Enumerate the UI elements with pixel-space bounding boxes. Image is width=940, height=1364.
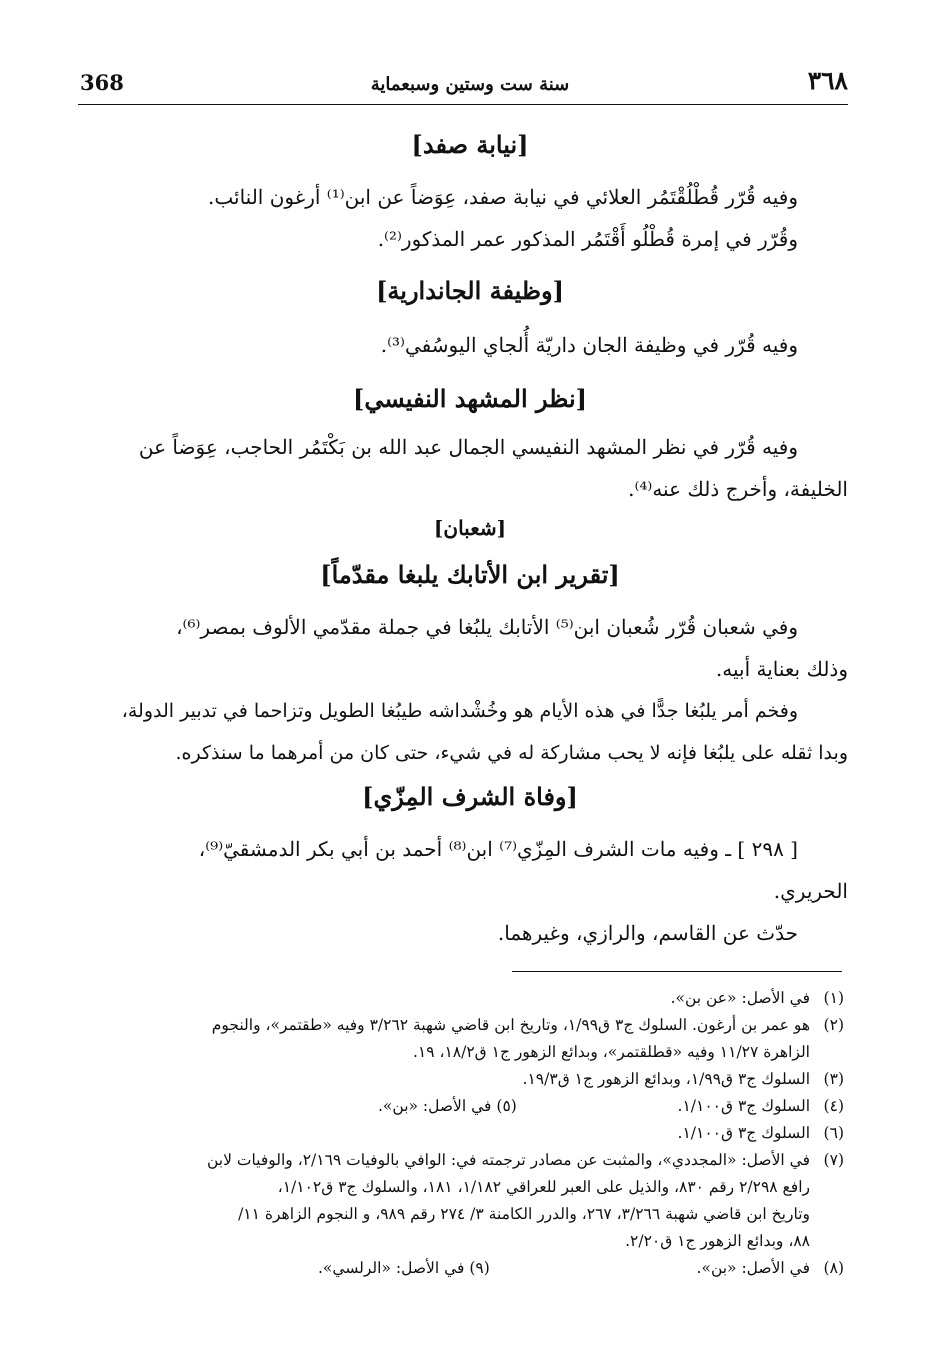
text-line: وفيه قُرّر في وظيفة الجان داريّة أُلجاي اليوسُفي⁽³⁾. xyxy=(380,333,798,357)
side-footnote: (٥) في الأصل: «بن». xyxy=(378,1097,517,1115)
footnote xyxy=(78,1147,844,1174)
footnotes xyxy=(78,985,844,1282)
footnote-text: السلوك ج٣ ق١/١٠٠. xyxy=(677,1124,810,1142)
footnote-number: (٣) xyxy=(823,1070,844,1088)
text-line: وفيه قُرّر في نظر المشهد النفيسي الجمال عبد الله بن بَكْتَمُر الحاجب، عِوَضاً عن xyxy=(138,435,798,459)
text-line: الخليفة، وأخرج ذلك عنه⁽⁴⁾. xyxy=(628,477,848,501)
paragraph xyxy=(78,176,848,260)
text-line: وفخم أمر يلبُغا جدًّا في هذه الأيام هو وخُشْداشه طيبُغا الطويل وتزاحما في تدبير الدولة، xyxy=(121,700,798,722)
footnote-continuation xyxy=(78,1039,844,1066)
paragraph xyxy=(78,324,848,366)
paragraph xyxy=(78,690,848,774)
side-footnote: (٩) في الأصل: «الرلسي». xyxy=(318,1259,490,1277)
footnote xyxy=(78,1066,844,1093)
text-line: الحريري. xyxy=(773,879,848,903)
footnote-number: (٨) xyxy=(823,1259,844,1277)
header-divider xyxy=(78,104,848,105)
footnote xyxy=(78,1255,844,1282)
running-title: سنة ست وستين وسبعماية xyxy=(370,74,570,95)
footnote-text: رافع ٢/٢٩٨ رقم ٨٣٠، والذيل على العبر للعراقي ١/١٨٢، ١٨١، والسلوك ج٣ ق١/١٠٢، xyxy=(277,1178,810,1196)
section-heading: [نيابة صفد] xyxy=(411,130,529,159)
text-line: وقُرّر في إمرة قُطْلُو أَقْتَمُر المذكور عمر المذكور⁽²⁾. xyxy=(377,227,798,251)
footnote-divider xyxy=(512,971,842,972)
section-heading: [تقرير ابن الأتابك يلبغا مقدّماً] xyxy=(320,560,620,589)
footnote xyxy=(78,1093,844,1120)
text-line: [ ٢٩٨ ] ـ وفيه مات الشرف المِزّي⁽⁷⁾ ابن⁽⁸⁾ أحمد بن أبي بكر الدمشقيّ⁽⁹⁾، xyxy=(198,837,798,861)
section-heading: [وظيفة الجاندارية] xyxy=(376,276,564,305)
text-line: حدّث عن القاسم، والرازي، وغيرهما. xyxy=(497,921,798,945)
text-line: وفي شعبان قُرّر شُعبان ابن⁽⁵⁾ الأتابك يلبُغا في جملة مقدّمي الألوف بمصر⁽⁶⁾، xyxy=(176,615,798,639)
footnote xyxy=(78,1120,844,1147)
footnote-continuation xyxy=(78,1174,844,1201)
footnote xyxy=(78,1012,844,1039)
footnote-text: السلوك ج٣ ق١/١٠٠. xyxy=(677,1097,810,1115)
footnote-number: (٧) xyxy=(823,1151,844,1169)
footnote-number: (٢) xyxy=(823,1016,844,1034)
footnote-text: في الأصل: «بن». xyxy=(696,1259,810,1277)
footnote-text: السلوك ج٣ ق١/٩٩، وبدائع الزهور ج١ ق١٩/٣. xyxy=(522,1070,810,1088)
text-line: وفيه قُرّر قُطْلُقْتَمُر العلائي في نيابة صفد، عِوَضاً عن ابن⁽¹⁾ أرغون النائب. xyxy=(208,185,798,209)
paragraph xyxy=(78,426,848,510)
footnote-continuation xyxy=(78,1201,844,1228)
text-line: وذلك بعناية أبيه. xyxy=(715,657,848,681)
section-heading: [نظر المشهد النفيسي] xyxy=(353,384,587,413)
footnote xyxy=(78,985,844,1012)
footnote-number: (٦) xyxy=(823,1124,844,1142)
footnote-text: هو عمر بن أرغون. السلوك ج٣ ق١/٩٩، وتاريخ ابن قاضي شهبة ٣/٢٦٢ وفيه «طقتمر»، والنجوم xyxy=(211,1016,810,1034)
paragraph xyxy=(78,606,848,690)
section-heading: [وفاة الشرف المِزّي] xyxy=(362,782,578,811)
paragraph xyxy=(78,828,848,954)
month-heading: [شعبان] xyxy=(433,516,507,540)
footnote-text: في الأصل: «المجددي»، والمثبت عن مصادر ترجمته في: الوافي بالوفيات ٢/١٦٩، والوفيات لابن xyxy=(206,1151,810,1169)
page-number-arabic: ٣٦٨ xyxy=(807,66,848,95)
footnote-continuation xyxy=(78,1228,844,1255)
footnote-number: (١) xyxy=(823,989,844,1007)
footnote-text: في الأصل: «عن بن». xyxy=(670,989,810,1007)
page-number-latin: 368 xyxy=(80,70,124,95)
text-line: وبدا ثقله على يلبُغا فإنه لا يحب مشاركة له في شيء، حتى كان من أمرهما ما سنذكره. xyxy=(175,742,848,764)
footnote-text: وتاريخ ابن قاضي شهبة ٣/٢٦٦، ٢٦٧، والدرر الكامنة ٣/ ٢٧٤ رقم ٩٨٩، و النجوم الزاهرة ١١/ xyxy=(238,1205,810,1223)
footnote-text: الزاهرة ١١/٢٧ وفيه «قطلقتمر»، وبدائع الزهور ج١ ق١٨/٢، ١٩. xyxy=(412,1043,810,1061)
footnote-number: (٤) xyxy=(823,1097,844,1115)
footnote-text: ٨٨، وبدائع الزهور ج١ ق٢/٢٠. xyxy=(625,1232,810,1250)
